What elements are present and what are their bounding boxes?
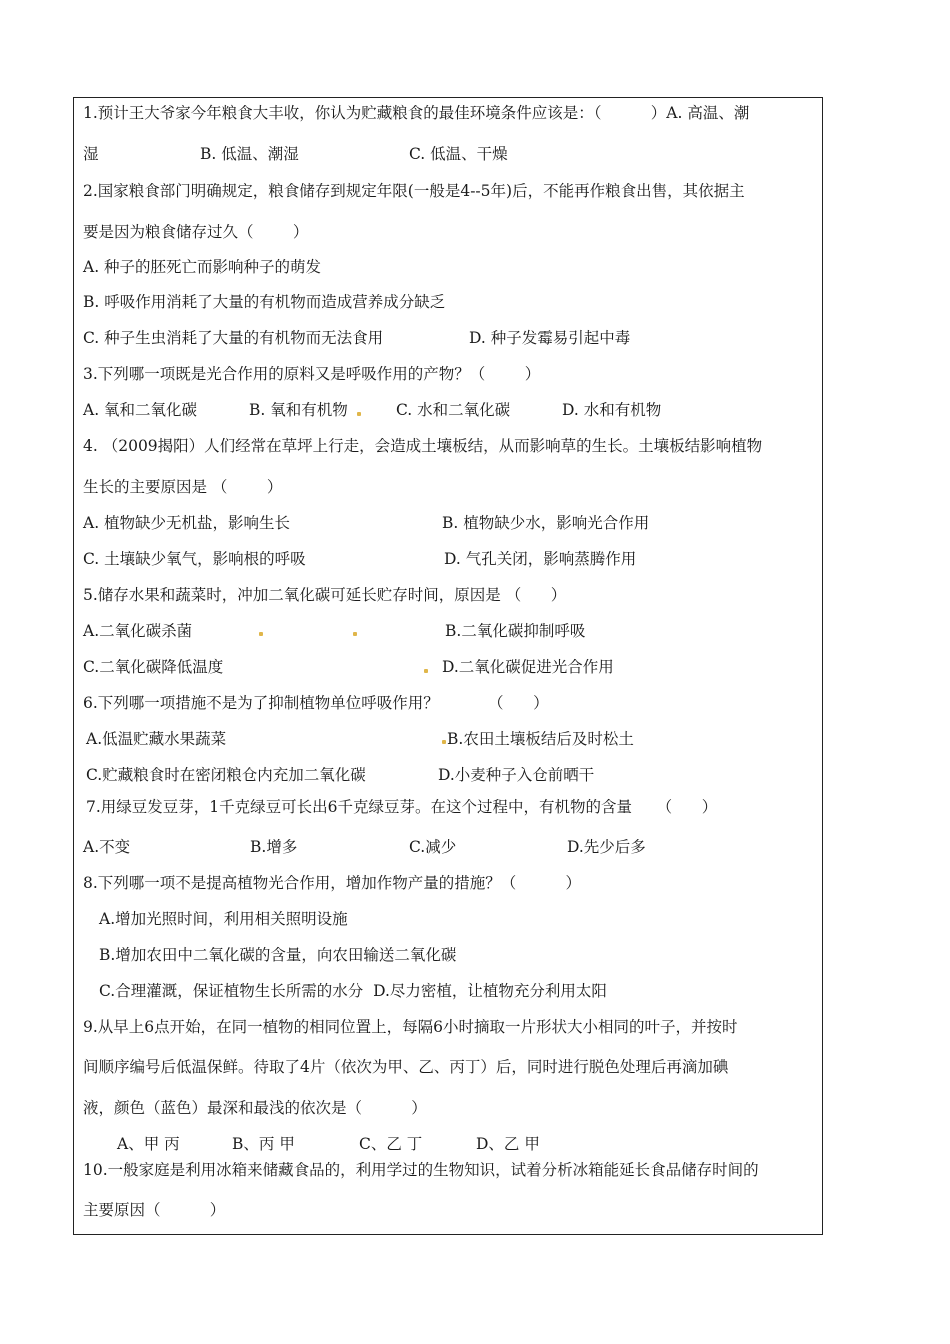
q7-option-b: B.增多 [250,838,298,856]
q8-option-cd: C.合理灌溉，保证植物生长所需的水分 D.尽力密植，让植物充分利用太阳 [99,982,607,1000]
q5-option-d: D.二氧化碳促进光合作用 [442,658,614,676]
q7-option-c: C.减少 [409,838,457,856]
q9-stem-cont-1: 间顺序编号后低温保鲜。待取了4片（依次为甲、乙、丙丁）后，同时进行脱色处理后再滴加碘 [83,1058,729,1076]
q1-stem-cont: 湿 [83,145,99,163]
q4-option-a: A. 植物缺少无机盐，影响生长 [83,514,291,532]
q7-option-d: D.先少后多 [567,838,646,856]
q6-option-c: C.贮藏粮食时在密闭粮仓内充加二氧化碳 [86,766,366,784]
q6-option-d: D.小麦种子入仓前晒干 [438,766,595,784]
q3-option-b: B. 氧和有机物 [249,401,348,419]
q4-stem-cont: 生长的主要原因是 （ ） [83,478,283,496]
q2-option-d: D. 种子发霉易引起中毒 [469,329,631,347]
q2-option-b: B. 呼吸作用消耗了大量的有机物而造成营养成分缺乏 [83,293,446,311]
q6-option-a: A.低温贮藏水果蔬菜 [86,730,227,748]
q2-option-a: A. 种子的胚死亡而影响种子的萌发 [83,258,322,276]
q4-option-c: C. 土壤缺少氧气，影响根的呼吸 [83,550,306,568]
q8-option-b: B.增加农田中二氧化碳的含量，向农田输送二氧化碳 [99,946,457,964]
q4-option-b: B. 植物缺少水，影响光合作用 [442,514,650,532]
q4-option-d: D. 气孔关闭，影响蒸腾作用 [444,550,637,568]
scan-speck [424,669,428,673]
q8-option-a: A.增加光照时间，利用相关照明设施 [99,910,348,928]
q5-option-a: A.二氧化碳杀菌 [83,622,193,640]
scan-speck [357,412,361,416]
q6-stem: 6.下列哪一项措施不是为了抑制植物单位呼吸作用？ （ ） [83,694,549,712]
q9-stem-cont-2: 液，颜色（蓝色）最深和最浅的依次是（ ） [83,1099,427,1117]
q5-stem: 5.储存水果和蔬菜时，冲加二氧化碳可延长贮存时间，原因是 （ ） [83,586,567,604]
scan-speck [353,632,357,636]
q9-option-a: A、甲 丙 [117,1135,180,1153]
q3-option-a: A. 氧和二氧化碳 [83,401,198,419]
q9-option-c: C、乙 丁 [359,1135,423,1153]
q5-option-b: B.二氧化碳抑制呼吸 [445,622,586,640]
q10-stem: 10.一般家庭是利用冰箱来储藏食品的，利用学过的生物知识，试着分析冰箱能延长食品储存时间的 [83,1161,759,1179]
q3-option-d: D. 水和有机物 [562,401,662,419]
scan-speck [259,632,263,636]
q9-option-b: B、丙 甲 [232,1135,295,1153]
q8-stem: 8.下列哪一项不是提高植物光合作用，增加作物产量的措施？（ ） [83,874,582,892]
q7-option-a: A.不变 [83,838,131,856]
q3-option-c: C. 水和二氧化碳 [396,401,511,419]
q2-option-c: C. 种子生虫消耗了大量的有机物而无法食用 [83,329,384,347]
q9-stem: 9.从早上6点开始，在同一植物的相同位置上，每隔6小时摘取一片形状大小相同的叶子，并按时 [83,1018,738,1036]
q5-option-c: C.二氧化碳降低温度 [83,658,224,676]
q1-option-b: B. 低温、潮湿 [200,145,299,163]
q4-stem: 4. （2009揭阳）人们经常在草坪上行走，会造成土壤板结，从而影响草的生长。土壤板结影响植物 [83,437,763,455]
q6-option-b: B.农田土壤板结后及时松土 [447,730,634,748]
q2-stem: 2.国家粮食部门明确规定，粮食储存到规定年限(一般是4--5年)后，不能再作粮食出售，其依据主 [83,182,745,200]
q7-stem: 7.用绿豆发豆芽，1千克绿豆可长出6千克绿豆芽。在这个过程中，有机物的含量 （ ） [86,798,718,816]
scan-speck [442,740,446,744]
q1-stem: 1.预计王大爷家今年粮食大丰收，你认为贮藏粮食的最佳环境条件应该是：（ ）A. 高温、潮 [83,104,750,122]
q2-stem-cont: 要是因为粮食储存过久（ ） [83,223,309,241]
q1-option-c: C. 低温、干燥 [409,145,508,163]
q10-stem-cont: 主要原因（ ） [83,1201,226,1219]
q9-option-d: D、乙 甲 [476,1135,540,1153]
q3-stem: 3.下列哪一项既是光合作用的原料又是呼吸作用的产物？（ ） [83,365,541,383]
